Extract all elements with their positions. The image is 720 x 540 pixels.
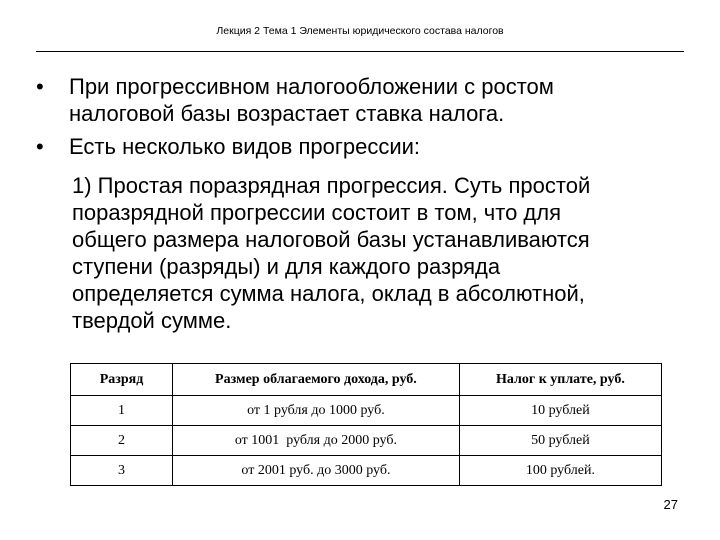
- header-divider: [36, 51, 684, 52]
- bullet-item-1: [69, 73, 554, 127]
- progression-description: [72, 172, 692, 334]
- cell-tax-due: 10 рублей: [459, 396, 661, 426]
- bullet-item-2: [69, 133, 420, 160]
- table-header-row: [71, 364, 662, 396]
- cell-tax-due: 100 рублей.: [459, 456, 661, 486]
- table-row: [71, 456, 662, 486]
- paragraph-line: твердой сумме.: [72, 308, 232, 333]
- header-tax-due: Налог к уплате, руб.: [459, 364, 661, 396]
- table-row: [71, 396, 662, 426]
- cell-income-range: от 1001 рубля до 2000 руб.: [173, 426, 460, 456]
- cell-income-range: от 2001 руб. до 3000 руб.: [173, 456, 460, 486]
- tax-brackets-table: [70, 363, 662, 486]
- lecture-header: Лекция 2 Тема 1 Элементы юридического состава налогов: [216, 25, 504, 37]
- bullet-marker-1: •: [36, 74, 44, 99]
- bullet-2-line-1: Есть несколько видов прогрессии:: [69, 134, 421, 159]
- header-income-range: Размер облагаемого дохода, руб.: [173, 364, 460, 396]
- cell-bracket: 3: [71, 456, 173, 486]
- bullet-marker-2: •: [36, 134, 44, 159]
- paragraph-line: поразрядной прогрессии состоит в том, что для: [72, 200, 562, 225]
- table-row: [71, 426, 662, 456]
- cell-bracket: 2: [71, 426, 173, 456]
- bullet-1-line-2: налоговой базы возрастает ставка налога.: [69, 101, 505, 126]
- cell-tax-due: 50 рублей: [459, 426, 661, 456]
- header-bracket: Разряд: [71, 364, 173, 396]
- paragraph-line: 1) Простая поразрядная прогрессия. Суть простой: [72, 173, 591, 198]
- paragraph-line: общего размера налоговой базы устанавливаются: [72, 227, 590, 252]
- paragraph-line: ступени (разряды) и для каждого разряда: [72, 254, 501, 279]
- page-number: 27: [663, 497, 678, 512]
- cell-bracket: 1: [71, 396, 173, 426]
- bullet-1-line-1: При прогрессивном налогообложении с ростом: [69, 74, 554, 99]
- cell-income-range: от 1 рубля до 1000 руб.: [173, 396, 460, 426]
- paragraph-line: определяется сумма налога, оклад в абсолютной,: [72, 281, 585, 306]
